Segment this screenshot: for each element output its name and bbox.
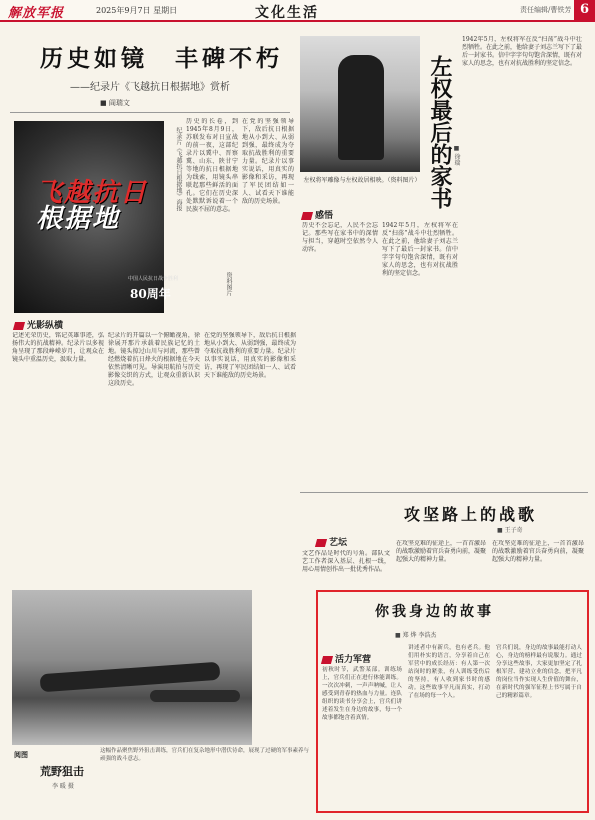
poster-title: 飞越抗日 根据地 — [36, 178, 149, 234]
article3-title: 攻坚路上的战歌 — [404, 505, 538, 524]
article3-author: ■ 王子奇 — [497, 527, 523, 534]
section-title: 文化生活 — [255, 5, 319, 21]
column-guangying-body: 记述光荣历史，铭记英雄事迹，弘扬伟大的抗战精神。纪录片以多视角呈现了那段峥嵘岁月，让观众在镜头中重温历史，汲取力量。 — [12, 332, 104, 363]
column-mark-icon — [315, 539, 327, 547]
column-mark-icon — [301, 212, 313, 220]
article2-title: 左权最后的家书 — [427, 55, 453, 209]
divider — [300, 492, 588, 493]
column-yitan-label: 艺坛 — [316, 535, 347, 548]
sniper-photo-title: 荒野狙击 — [40, 765, 84, 778]
masthead: 解放军报 — [8, 6, 65, 21]
article2-body: 1942年5月，左权将军在反“扫荡”战斗中壮烈牺牲。在此之前，他给妻子刘志兰写下了最后一封家书。信中字字句句饱含深情，既有对家人的思念，也有对抗战胜利的坚定信念。 — [462, 36, 582, 67]
column-mark-icon — [321, 656, 333, 664]
article1-body-col3: 在党的坚强领导下，敌后抗日根据地从小到大、从弱到强，最终成为夺取抗战胜利的重要力量。纪录片以事实说话，用真实的影像和采访，再现了军民团结如一人、试看天下谁能敌的历史场景。 — [242, 118, 294, 205]
editor-note: 责任编辑/曹铁芳 — [520, 6, 572, 14]
highlight-title: 你我身边的故事 — [375, 604, 494, 620]
page-number: 6 — [574, 0, 595, 20]
article1-body-col2: 历史的长卷，到1945年8月9日，苏联发布对日宣战的前一夜，这部纪录片以冀中、晋察冀、山东、陕甘宁等地的抗日根据地为线索，用镜头串联起那些鲜活的面孔。它们在历史深处默默诉说着一个民族不屈的意志。 — [186, 118, 238, 213]
article2-author: ■ 徐瑞 — [453, 145, 460, 166]
poster-small-text: 中国人民抗日战争胜利 — [128, 276, 179, 282]
highlight-body-col3: 官兵们说，身边的故事最能打动人心，身边的榜样最有说服力。通过分享这些故事，大家更加坚定了扎根军营、建功立业的信念，把平凡的岗位当作实现人生价值的舞台，在新时代的强军征程上书写属于自己的精彩篇章。 — [496, 645, 582, 699]
highlight-author: ■ 郑 烨 李浩杰 — [395, 632, 437, 639]
statue-figure — [338, 55, 384, 160]
statue-photo-caption: 左权将军雕像与左权故居相映。（资料图片） — [303, 177, 421, 184]
photo-tag: 阅图 — [14, 750, 28, 759]
article1-byline: ■ 阎瑞文 — [100, 99, 130, 107]
sniper-photo-author: 李 暖 摄 — [52, 783, 74, 790]
issue-date: 2025年9月7日 星期日 — [96, 6, 178, 15]
article2-body-continued: 1942年5月，左权将军在反“扫荡”战斗中壮烈牺牲。在此之前，他给妻子刘志兰写下了最后一封家书。信中字字句句饱含深情，既有对家人的思念，也有对抗战胜利的坚定信念。 — [382, 222, 458, 277]
article3-body: 在攻坚克难的征途上，一首首激昂的战歌激励着官兵奋勇向前，凝聚起强大的精神力量。 — [396, 540, 486, 563]
column-yitan-body: 文艺作品是时代的号角。部队文艺工作者深入基层、扎根一线，用心用情创作出一批优秀作品。 — [302, 550, 390, 573]
sniper-figure — [150, 690, 240, 702]
column-ganwu-body: 历史不会忘记，人民不会忘记。那些写在家书中的深情与担当，穿越时空依然令人动容。 — [302, 222, 378, 253]
article1-body-col1: 纪录片的开篇以一个俯瞰视角，徐徐展开那片承载着民族记忆的土地。镜头掠过山川与河流，那些曾经燃烧着抗日烽火的根据地在今天依然清晰可见。导演用航拍与历史影像交织的方式，让观众重新认识这段历史。 — [108, 332, 200, 387]
poster-number: 80周年 — [130, 287, 171, 301]
column-guangying-label: 光影纵横 — [14, 318, 63, 331]
image-source: 资料图片 — [225, 272, 232, 296]
article3-body-continued: 在攻坚克难的征途上，一首首激昂的战歌激励着官兵奋勇向前，凝聚起强大的精神力量。 — [492, 540, 584, 563]
article1-title: 历史如镜 丰碑不朽 — [40, 45, 283, 72]
column-mark-icon — [13, 322, 25, 330]
poster-caption: 纪录片《飞越抗日根据地》海报 — [175, 127, 182, 211]
highlight-column-label: 活力军营 — [322, 652, 371, 665]
article1-body-col-continued: 在党的坚强领导下，敌后抗日根据地从小到大、从弱到强，最终成为夺取抗战胜利的重要力量。纪录片以事实说话，用真实的影像和采访，再现了军民团结如一人、试看天下谁能敌的历史场景。 — [204, 332, 296, 379]
column-ganwu-label: 感悟 — [302, 208, 333, 221]
sniper-photo-caption: 这幅作品聚焦野外狙击训练，官兵们在复杂地形中潜伏待命，展现了过硬的军事素养与顽强的战斗意志。 — [100, 748, 310, 762]
article1-subtitle: ——纪录片《飞越抗日根据地》赏析 — [70, 82, 230, 93]
highlight-body-col1: 初秋时节，武警某部。训练场上，官兵们正在进行体能训练。一次次冲刺，一声声呐喊，让人感受到青春的热血与力量。连队组织的读书分享会上，官兵们讲述着发生在身边的故事，每一个故事都饱含着真情。 — [322, 667, 402, 721]
divider — [10, 112, 290, 113]
highlight-body-col2: 讲述者中有新兵，也有老兵。他们用朴实的语言，分享着自己在军营中的成长经历：有人第一次站岗时的紧张，有人训练受伤后的坚持，有人收到家书时的感动。这些故事平凡而真实，打动了在场的每一个人。 — [408, 645, 490, 699]
